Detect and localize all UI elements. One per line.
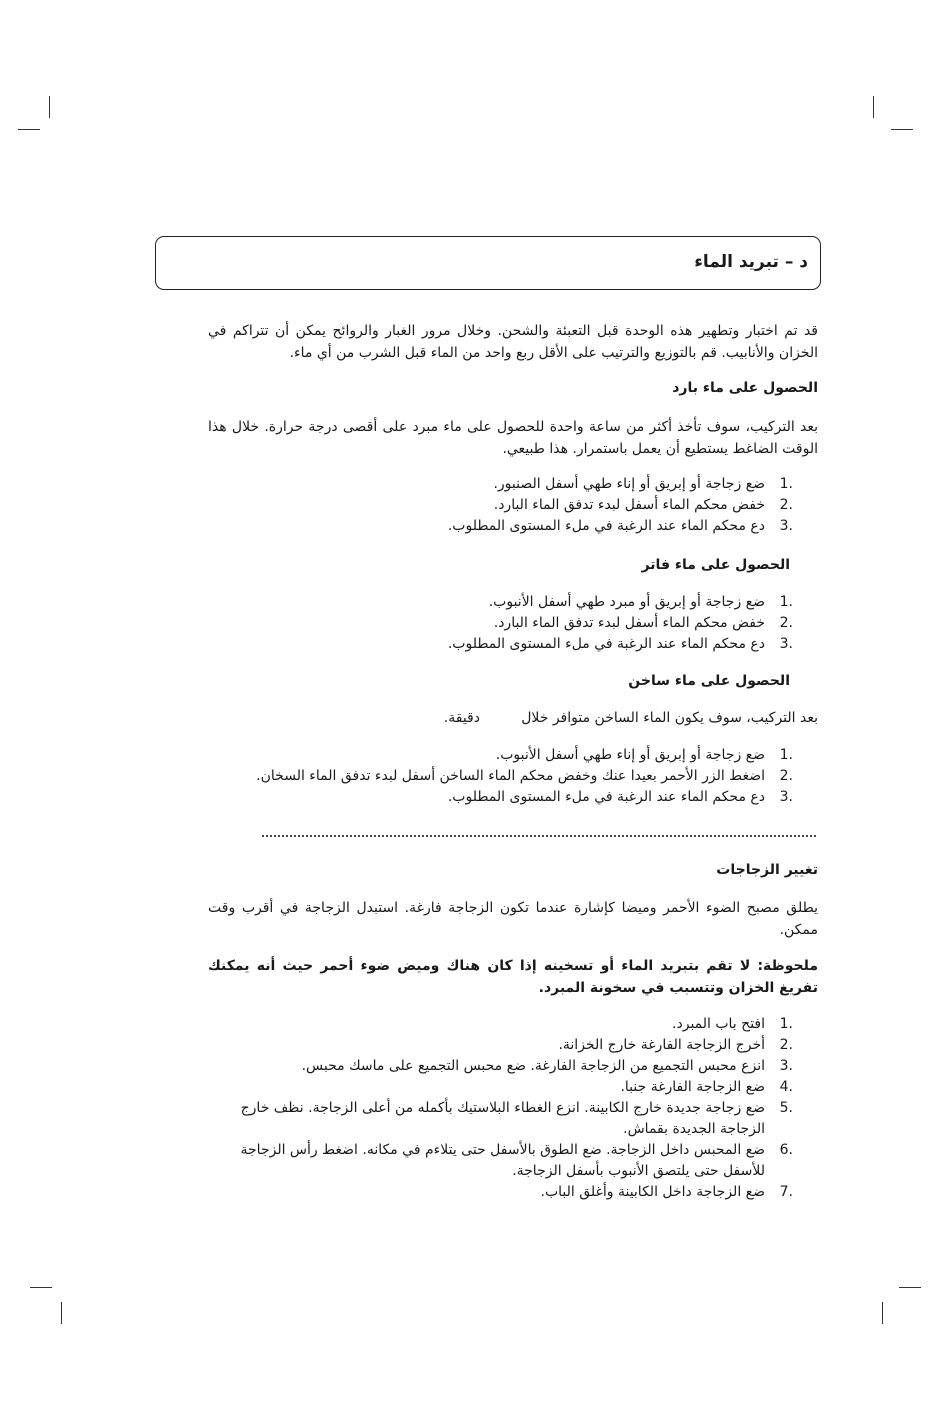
hot-water-steps bbox=[256, 745, 793, 808]
section-title-box bbox=[155, 236, 821, 290]
intro-paragraph: قد تم اختبار وتطهير هذه الوحدة قبل التعبئة والشحن. وخلال مرور الغبار والروائح يمكن أن تتراكم في الخزان والأنابيب. قم بالتوزيع والترتيب على الأقل ربع واحد من الماء قبل الشرب من أي ماء. bbox=[208, 323, 818, 361]
cold-water-steps bbox=[448, 474, 793, 537]
list-item: 1. ضع زجاجة أو إبريق أو إناء طهي أسفل الأنبوب. bbox=[495, 747, 793, 763]
dotted-divider bbox=[262, 835, 816, 837]
list-item: 1. ضع زجاجة أو إبريق أو إناء طهي أسفل الصنبور. bbox=[493, 476, 793, 492]
list-item: 3. دع محكم الماء عند الرغبة في ملء المستوى المطلوب. bbox=[447, 636, 793, 652]
room-water-steps bbox=[448, 592, 793, 655]
change-bottles-text: يطلق مصبح الضوء الأحمر وميضا كإشارة عندما تكون الزجاجة فارغة. استبدل الزجاجة في أقرب وقت ممكن. bbox=[208, 900, 818, 938]
list-item: 1. افتح باب المبرد. bbox=[672, 1016, 793, 1032]
list-item: 3. انزع محبس التجميع من الزجاجة الفارغة. ضع محبس التجميع على ماسك محبس. bbox=[301, 1058, 793, 1074]
hot-water-heading: الحصول على ماء ساخن bbox=[628, 673, 790, 689]
list-item: 3. دع محكم الماء عند الرغبة في ملء المستوى المطلوب. bbox=[447, 789, 793, 805]
section-title: د – تبريد الماء bbox=[694, 252, 808, 272]
list-item: 6. ضع المحبس داخل الزجاجة. ضع الطوق بالأسفل حتى يتلاءم في مكانه. اضغط رأس الزجاجة للأسفل حتى يلتصق الأنبوب بأسفل الزجاجة. bbox=[240, 1142, 793, 1179]
list-item: 3. دع محكم الماء عند الرغبة في ملء المستوى المطلوب. bbox=[447, 518, 793, 534]
list-item: 1. ضع زجاجة أو إبريق أو مبرد طهي أسفل الأنبوب. bbox=[488, 594, 793, 610]
list-item: 5. ضع زجاجة جديدة خارج الكابينة. انزع الغطاء البلاستيك بأكمله من أعلى الزجاجة. نظف خارج الزجاجة الجديدة بقماش. bbox=[240, 1100, 793, 1137]
list-item: 2. اضغط الزر الأحمر بعيدا عنك وخفض محكم الماء الساخن أسفل لبدء تدفق الماء السخان. bbox=[256, 768, 793, 784]
cold-water-heading: الحصول على ماء بارد bbox=[672, 380, 818, 396]
list-item: 2. خفض محكم الماء أسفل لبدء تدفق الماء البارد. bbox=[493, 615, 793, 631]
cold-water-text: بعد التركيب، سوف تأخذ أكثر من ساعة واحدة للحصول على ماء مبرد على أقصى درجة حرارة. خلال هذا الوقت الضاغط يستطيع أن يعمل باستمرار. هذا طبيعي. bbox=[208, 419, 818, 457]
room-water-heading: الحصول على ماء فاتر bbox=[641, 557, 790, 573]
change-bottles-heading: تغيير الزجاجات bbox=[716, 862, 818, 878]
document-page: د – تبريد الماء قد تم اختبار وتطهير هذه الوحدة قبل التعبئة والشحن. وخلال مرور الغبار والروائح يمكن أن تتراكم في الخزان والأنابيب. قم بالتوزيع والترتيب على الأقل ربع واحد من الماء قبل الشرب من أي ماء. الحصول على ماء بارد بعد التركيب، سوف تأخذ أكثر من ساعة واحدة للحصول على ماء مبرد على أقصى درجة حرارة. خلال هذا الوقت الضاغط يستطيع أن يعمل باستمرار. هذا طبيعي. 1. ضع زجاجة أو إبريق أو إناء طهي أسفل الصنبور. 2. خفض محكم الماء أسفل لبدء تدفق الماء البارد. 3. دع محكم الماء عند الرغبة في ملء المستوى المطلوب. الحصول على ماء فاتر 1. ضع زجاجة أو إبريق أو مبرد طهي أسفل الأنبوب. 2. خفض محكم الماء أسفل لبدء تدفق الماء البارد. 3. دع محكم الماء عند الرغبة في ملء المستوى المطلوب. الحصول على ماء ساخن بعد التركيب، سوف يكون الماء الساخن متوافر خلال دقيقة. 1. ضع زجاجة أو إبريق أو إناء طهي أسفل الأنبوب. 2. اضغط الزر الأحمر بعيدا عنك وخفض محكم الماء الساخن أسفل لبدء تدفق الماء السخان. 3. دع محكم الماء عند الرغبة في ملء المستوى المطلوب. تغيير الزجاجات يطلق مصبح الضوء الأحمر وميضا كإشارة عندما تكون الزجاجة فارغة. استبدل الزجاجة في أقرب وقت ممكن. ملحوظة: لا تقم بتبريد الماء أو تسخينه إذا كان هناك وميض ضوء أحمر حيث أنه يمكنك تفريغ الخزان وتتسبب في سخونة المبرد. 1. افتح باب المبرد. 2. أخرج الزجاجة الفارغة خارج الخزانة. 3. انزع محبس التجميع من الزجاجة الفارغة. ضع محبس التجميع على ماسك محبس. 4. ضع الزجاجة الفارغة جنبا. 5. ضع زجاجة جديدة خارج الكابينة. انزع الغطاء البلاستيك بأكمله من أعلى الزجاجة. نظف خارج الزجاجة الجديدة بقماش. 6. ضع المحبس داخل الزجاجة. ضع الطوق بالأسفل حتى يتلاءم في مكانه. اضغط رأس الزجاجة للأسفل حتى يلتصق الأنبوب بأسفل الزجاجة. 7. ضع الزجاجة داخل الكابينة وأغلق الباب. bbox=[0, 0, 935, 1417]
list-item: 4. ضع الزجاجة الفارغة جنبا. bbox=[620, 1079, 793, 1095]
list-item: 7. ضع الزجاجة داخل الكابينة وأغلق الباب. bbox=[540, 1184, 793, 1200]
warning-note: ملحوظة: لا تقم بتبريد الماء أو تسخينه إذا كان هناك وميض ضوء أحمر حيث أنه يمكنك تفريغ الخزان وتتسبب في سخونة المبرد. bbox=[208, 958, 818, 996]
change-bottles-steps bbox=[209, 1014, 793, 1203]
list-item: 2. أخرج الزجاجة الفارغة خارج الخزانة. bbox=[558, 1037, 793, 1053]
list-item: 2. خفض محكم الماء أسفل لبدء تدفق الماء البارد. bbox=[493, 497, 793, 513]
